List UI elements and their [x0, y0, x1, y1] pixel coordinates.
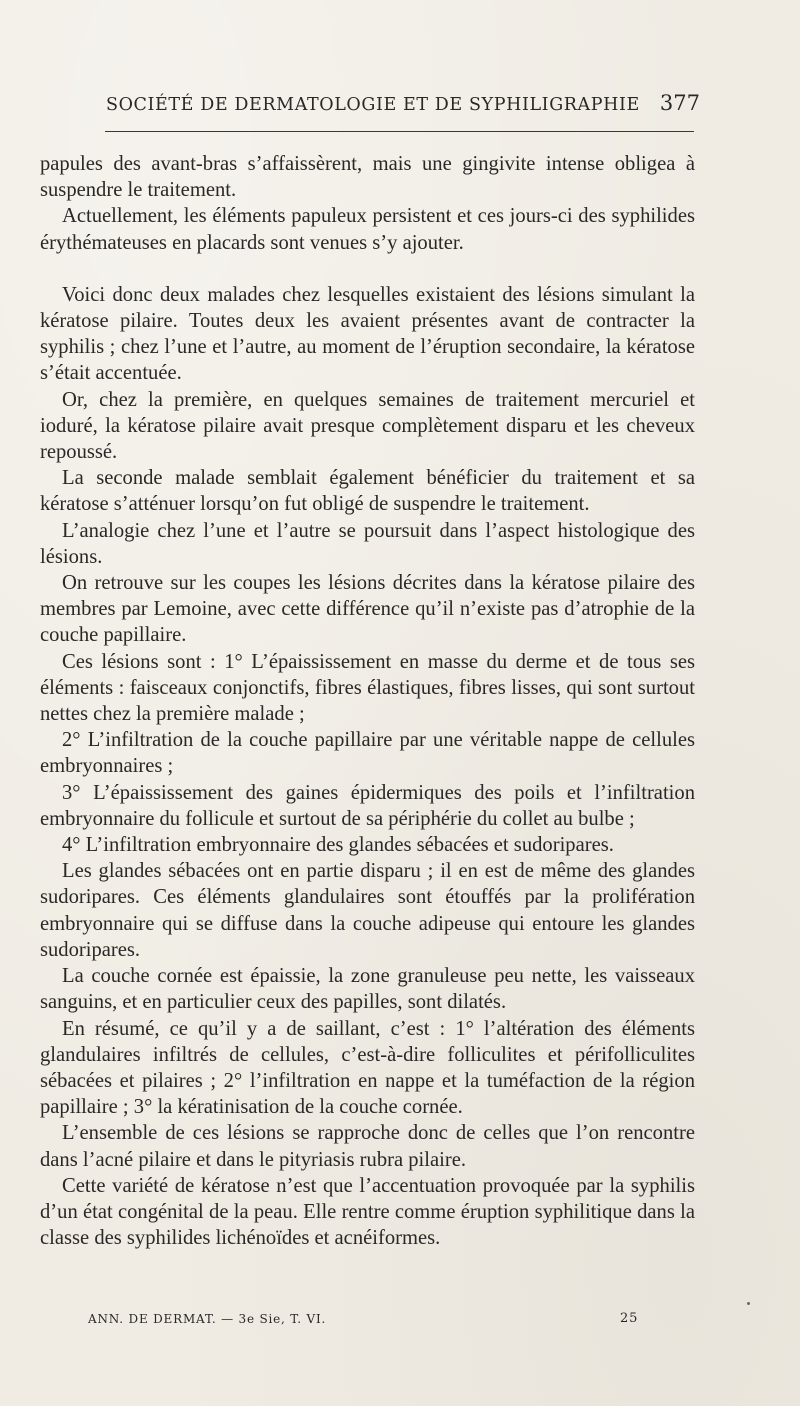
paragraph: En résumé, ce qu’il y a de saillant, c’est : 1° l’altération des éléments glandulaires infiltrés de cellules, c’est-à-dire folliculites et périfolliculites sébacées et pilaires ; 2° l’infiltration en nappe et la tuméfaction de la région papillaire ; 3° la kératinisation de la couche cornée. — [40, 1017, 695, 1119]
paper-speck — [747, 1302, 750, 1305]
paragraph: Cette variété de kératose n’est que l’accentuation provoquée par la syphilis d’un état congénital de la peau. Elle rentre comme éruption syphilitique dans la classe des syphilides lichénoïdes et acnéiformes. — [40, 1174, 695, 1250]
body-text — [40, 151, 695, 1251]
running-title: SOCIÉTÉ DE DERMATOLOGIE ET DE SYPHILIGRAPHIE — [106, 95, 640, 115]
paragraph: 3° L’épaississement des gaines épidermiques des poils et l’infiltration embryonnaire du follicule et surtout de sa périphérie du collet au bulbe ; — [40, 781, 695, 830]
paragraph: Or, chez la première, en quelques semaines de traitement mercuriel et ioduré, la kératose pilaire avait presque complètement disparu et les cheveux repoussé. — [40, 388, 695, 464]
paragraph: On retrouve sur les coupes les lésions décrites dans la kératose pilaire des membres par Lemoine, avec cette différence qu’il n’existe pas d’atrophie de la couche papillaire. — [40, 572, 695, 647]
signature-mark: ANN. DE DERMAT. — 3e Sie, T. VI. — [88, 1312, 327, 1326]
paragraph: Les glandes sébacées ont en partie disparu ; il en est de même des glandes sudoripares. Ces éléments glandulaires sont étouffés par la prolifération embryonnaire qui se diffuse dans la couche adipeuse qui entoure les glandes sudoripares. — [40, 860, 695, 961]
paragraph: Voici donc deux malades chez lesquelles existaient des lésions simulant la kératose pilaire. Toutes deux les avaient présentes avant de contracter la syphilis ; chez l’une et l’autre, au moment de l’éruption secondaire, la kératose s’était accentuée. — [40, 283, 695, 385]
paragraph: L’ensemble de ces lésions se rapproche donc de celles que l’on rencontre dans l’acné pilaire et dans le pityriasis rubra pilaire. — [40, 1122, 695, 1171]
paragraph: 4° L’infiltration embryonnaire des glandes sébacées et sudoripares. — [62, 834, 614, 857]
paragraph: Ces lésions sont : 1° L’épaississement en masse du derme et de tous ses éléments : faisceaux conjonctifs, fibres élastiques, fibres lisses, qui sont surtout nettes chez la première malade ; — [40, 650, 695, 726]
paragraph: papules des avant-bras s’affaissèrent, mais une gingivite intense obligea à suspendre le traitement. — [40, 153, 695, 202]
header-rule — [105, 131, 694, 132]
paragraph: La couche cornée est épaissie, la zone granuleuse peu nette, les vaisseaux sanguins, et en particulier ceux des papilles, sont dilatés. — [40, 965, 695, 1014]
paragraph: 2° L’infiltration de la couche papillaire par une véritable nappe de cellules embryonnaires ; — [40, 729, 695, 778]
paragraph: La seconde malade semblait également bénéficier du traitement et sa kératose s’atténuer lorsqu’on fut obligé de suspendre le traitement. — [40, 467, 695, 516]
page-number: 377 — [659, 91, 700, 115]
running-head — [106, 91, 698, 125]
page-footer — [40, 1312, 695, 1332]
paragraph: L’analogie chez l’une et l’autre se poursuit dans l’aspect histologique des lésions. — [40, 519, 695, 568]
paragraph: Actuellement, les éléments papuleux persistent et ces jours-ci des syphilides érythémateuses en placards sont venues s’y ajouter. — [40, 205, 695, 254]
sheet-number: 25 — [620, 1311, 639, 1326]
